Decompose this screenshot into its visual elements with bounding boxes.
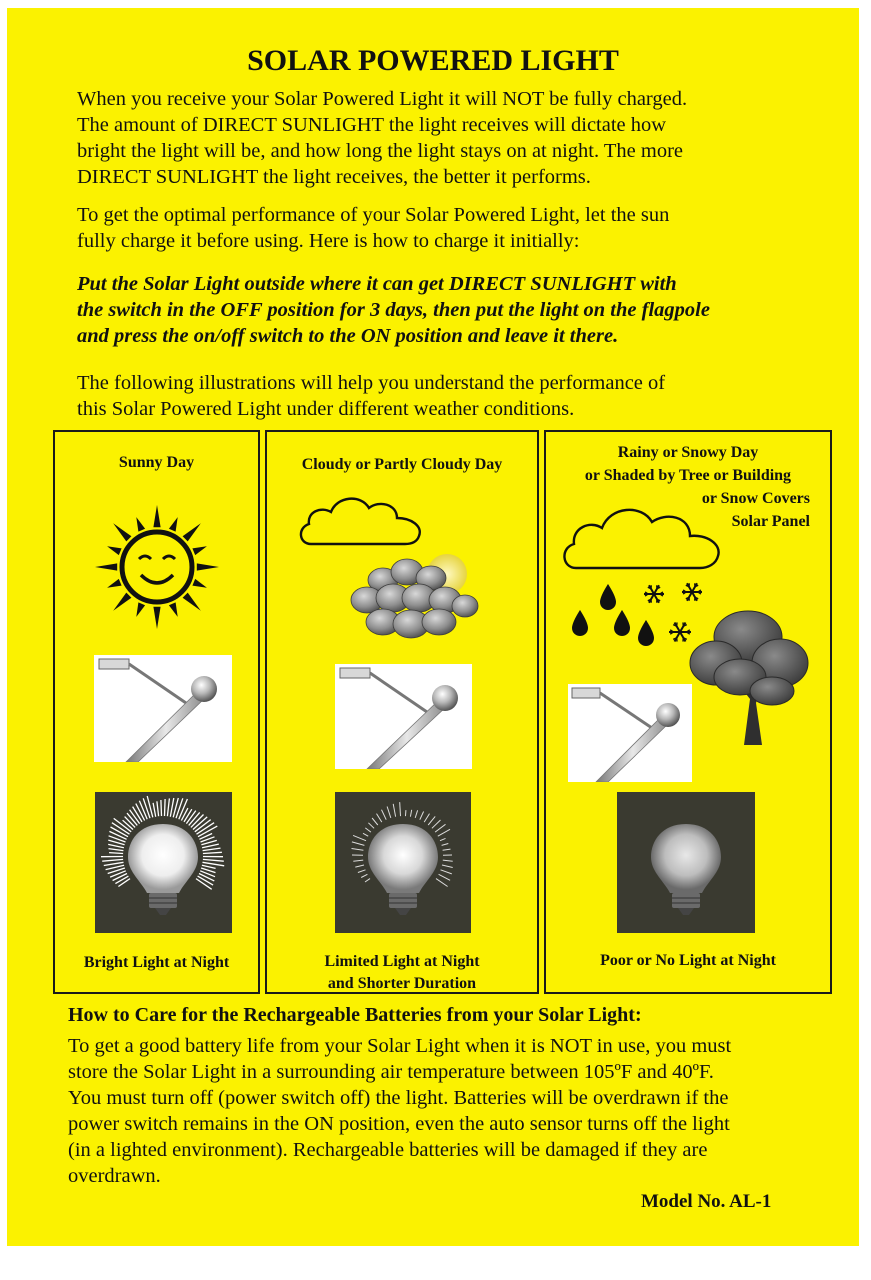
- tree-icon: [688, 607, 814, 747]
- care-heading: How to Care for the Rechargeable Batteries from your Solar Light:: [68, 1004, 642, 1026]
- intro-line: The following illustrations will help you understand the performance of: [77, 372, 666, 394]
- smiling-sun-icon: [92, 502, 222, 632]
- light-bulb-photo: [617, 792, 755, 933]
- page-title: SOLAR POWERED LIGHT: [247, 44, 619, 77]
- care-line: To get a good battery life from your Solar Light when it is NOT in use, you must: [68, 1035, 732, 1057]
- instruction-line: and press the on/off switch to the ON position and leave it there.: [77, 325, 619, 347]
- panel-sunny: [53, 430, 260, 994]
- care-line: store the Solar Light in a surrounding air temperature between 105ºF and 40ºF.: [68, 1061, 714, 1083]
- light-bulb-photo: [335, 792, 471, 933]
- panel-caption: and Shorter Duration: [327, 975, 477, 992]
- intro-line: fully charge it before using. Here is how to charge it initially:: [77, 230, 580, 252]
- panel-header: or Shaded by Tree or Building: [584, 467, 792, 484]
- care-line: power switch remains in the ON position, even the auto sensor turns off the light: [68, 1113, 730, 1135]
- instruction-line: Put the Solar Light outside where it can get DIRECT SUNLIGHT with: [77, 273, 677, 295]
- panel-header: Cloudy or Partly Cloudy Day: [301, 456, 503, 473]
- panel-header: Solar Panel: [731, 513, 810, 530]
- panel-caption: Poor or No Light at Night: [600, 952, 776, 969]
- panel-header: Sunny Day: [118, 454, 195, 471]
- panel-header: Rainy or Snowy Day: [617, 444, 759, 461]
- panel-header: or Snow Covers: [701, 490, 810, 507]
- model-number: Model No. AL-1: [641, 1191, 772, 1212]
- light-bulb-photo: [95, 792, 232, 933]
- intro-line: DIRECT SUNLIGHT the light receives, the better it performs.: [77, 166, 591, 188]
- light-bulb-icon: [128, 824, 198, 893]
- cloud-outline-icon: [560, 494, 726, 574]
- care-line: (in a lighted environment). Rechargeable batteries will be damaged if they are: [68, 1139, 708, 1161]
- intro-line: When you receive your Solar Powered Light it will NOT be fully charged.: [77, 88, 688, 110]
- cloud-outline-icon: [297, 490, 429, 550]
- light-bulb-icon: [651, 824, 721, 893]
- flagpole-light-photo: [335, 664, 472, 769]
- flagpole-light-photo: [568, 684, 692, 782]
- flagpole-light-photo: [94, 655, 232, 762]
- gray-clouds-icon: [347, 550, 487, 642]
- care-line: overdrawn.: [68, 1165, 161, 1187]
- instruction-line: the switch in the OFF position for 3 days, then put the light on the flagpole: [77, 299, 710, 321]
- panel-rainy: [544, 430, 832, 994]
- intro-line: The amount of DIRECT SUNLIGHT the light receives will dictate how: [77, 114, 667, 136]
- panel-caption: Bright Light at Night: [83, 954, 230, 971]
- intro-line: To get the optimal performance of your Solar Powered Light, let the sun: [77, 204, 670, 226]
- panel-cloudy: [265, 430, 539, 994]
- intro-line: this Solar Powered Light under different weather conditions.: [77, 398, 575, 420]
- light-bulb-icon: [368, 824, 438, 893]
- intro-line: bright the light will be, and how long the light stays on at night. The more: [77, 140, 684, 162]
- panel-caption: Limited Light at Night: [324, 953, 480, 970]
- instruction-sheet: [7, 8, 859, 1246]
- care-line: You must turn off (power switch off) the light. Batteries will be overdrawn if the: [68, 1087, 729, 1109]
